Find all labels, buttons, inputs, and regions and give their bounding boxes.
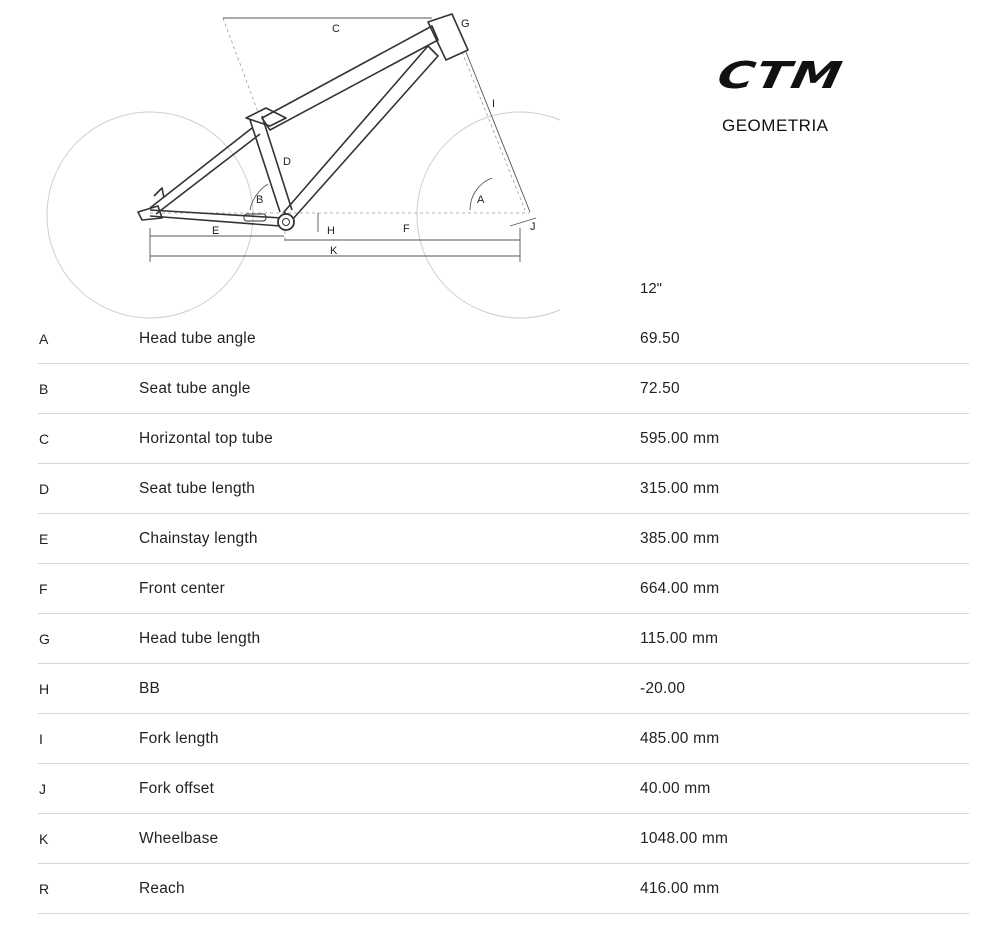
dim-label-j: J bbox=[530, 221, 536, 233]
row-code: C bbox=[39, 431, 50, 447]
row-label: Fork length bbox=[139, 730, 219, 747]
table-row bbox=[38, 664, 969, 714]
table-row bbox=[38, 514, 969, 564]
dim-label-a: A bbox=[477, 194, 485, 206]
dim-label-g: G bbox=[461, 18, 470, 30]
row-value: 315.00 mm bbox=[640, 480, 720, 497]
ctm-logo-text: CTM bbox=[714, 54, 847, 97]
dim-label-f: F bbox=[403, 223, 410, 235]
row-label: Head tube length bbox=[139, 630, 261, 647]
row-value: 115.00 mm bbox=[640, 630, 719, 647]
row-label: Horizontal top tube bbox=[139, 430, 273, 447]
table-row bbox=[38, 764, 969, 814]
table-row bbox=[38, 414, 969, 464]
ctm-logo bbox=[714, 54, 896, 97]
table-row bbox=[38, 364, 969, 414]
row-code: I bbox=[39, 731, 43, 747]
row-label: Fork offset bbox=[139, 780, 215, 797]
row-code: H bbox=[39, 681, 50, 697]
row-label: BB bbox=[139, 680, 161, 697]
row-value: 1048.00 mm bbox=[640, 830, 729, 847]
row-value: -20.00 bbox=[640, 680, 686, 697]
row-label: Front center bbox=[139, 580, 225, 597]
dim-label-e: E bbox=[212, 225, 220, 237]
size-column-header: 12" bbox=[640, 280, 663, 297]
row-code: E bbox=[39, 531, 49, 547]
dim-label-k: K bbox=[330, 245, 338, 257]
row-label: Seat tube angle bbox=[139, 380, 251, 397]
row-code: J bbox=[39, 781, 46, 797]
row-value: 72.50 bbox=[640, 380, 680, 397]
bike-frame bbox=[138, 14, 468, 226]
dim-label-b: B bbox=[256, 194, 264, 206]
row-code: B bbox=[39, 381, 49, 397]
dim-label-h: H bbox=[327, 225, 335, 237]
row-code: G bbox=[39, 631, 50, 647]
row-value: 485.00 mm bbox=[640, 730, 720, 747]
dim-label-i: I bbox=[492, 98, 496, 110]
row-value: 416.00 mm bbox=[640, 880, 720, 897]
front-wheel-outline bbox=[417, 112, 560, 318]
dim-label-d: D bbox=[283, 156, 291, 168]
table-row bbox=[38, 714, 969, 764]
row-value: 664.00 mm bbox=[640, 580, 720, 597]
row-code: D bbox=[39, 481, 50, 497]
table-row bbox=[38, 464, 969, 514]
row-code: R bbox=[39, 881, 50, 897]
table-row bbox=[38, 564, 969, 614]
table-row bbox=[38, 864, 969, 914]
bottom-bracket bbox=[278, 214, 294, 230]
row-label: Chainstay length bbox=[139, 530, 258, 547]
row-value: 385.00 mm bbox=[640, 530, 720, 547]
page-subtitle: GEOMETRIA bbox=[722, 116, 829, 135]
row-code: A bbox=[39, 331, 49, 347]
row-value: 69.50 bbox=[640, 330, 680, 347]
row-label: Seat tube length bbox=[139, 480, 256, 497]
table-row bbox=[38, 314, 969, 364]
geometry-table bbox=[38, 314, 969, 914]
frame-geometry-diagram bbox=[0, 0, 560, 330]
row-code: K bbox=[39, 831, 49, 847]
dimension-lines bbox=[150, 18, 536, 262]
row-code: F bbox=[39, 581, 48, 597]
row-value: 40.00 mm bbox=[640, 780, 711, 797]
row-label: Wheelbase bbox=[139, 830, 219, 847]
row-value: 595.00 mm bbox=[640, 430, 720, 447]
dim-label-c: C bbox=[332, 23, 340, 35]
row-label: Reach bbox=[139, 880, 185, 897]
table-row bbox=[38, 814, 969, 864]
row-label: Head tube angle bbox=[139, 330, 256, 347]
table-row bbox=[38, 614, 969, 664]
